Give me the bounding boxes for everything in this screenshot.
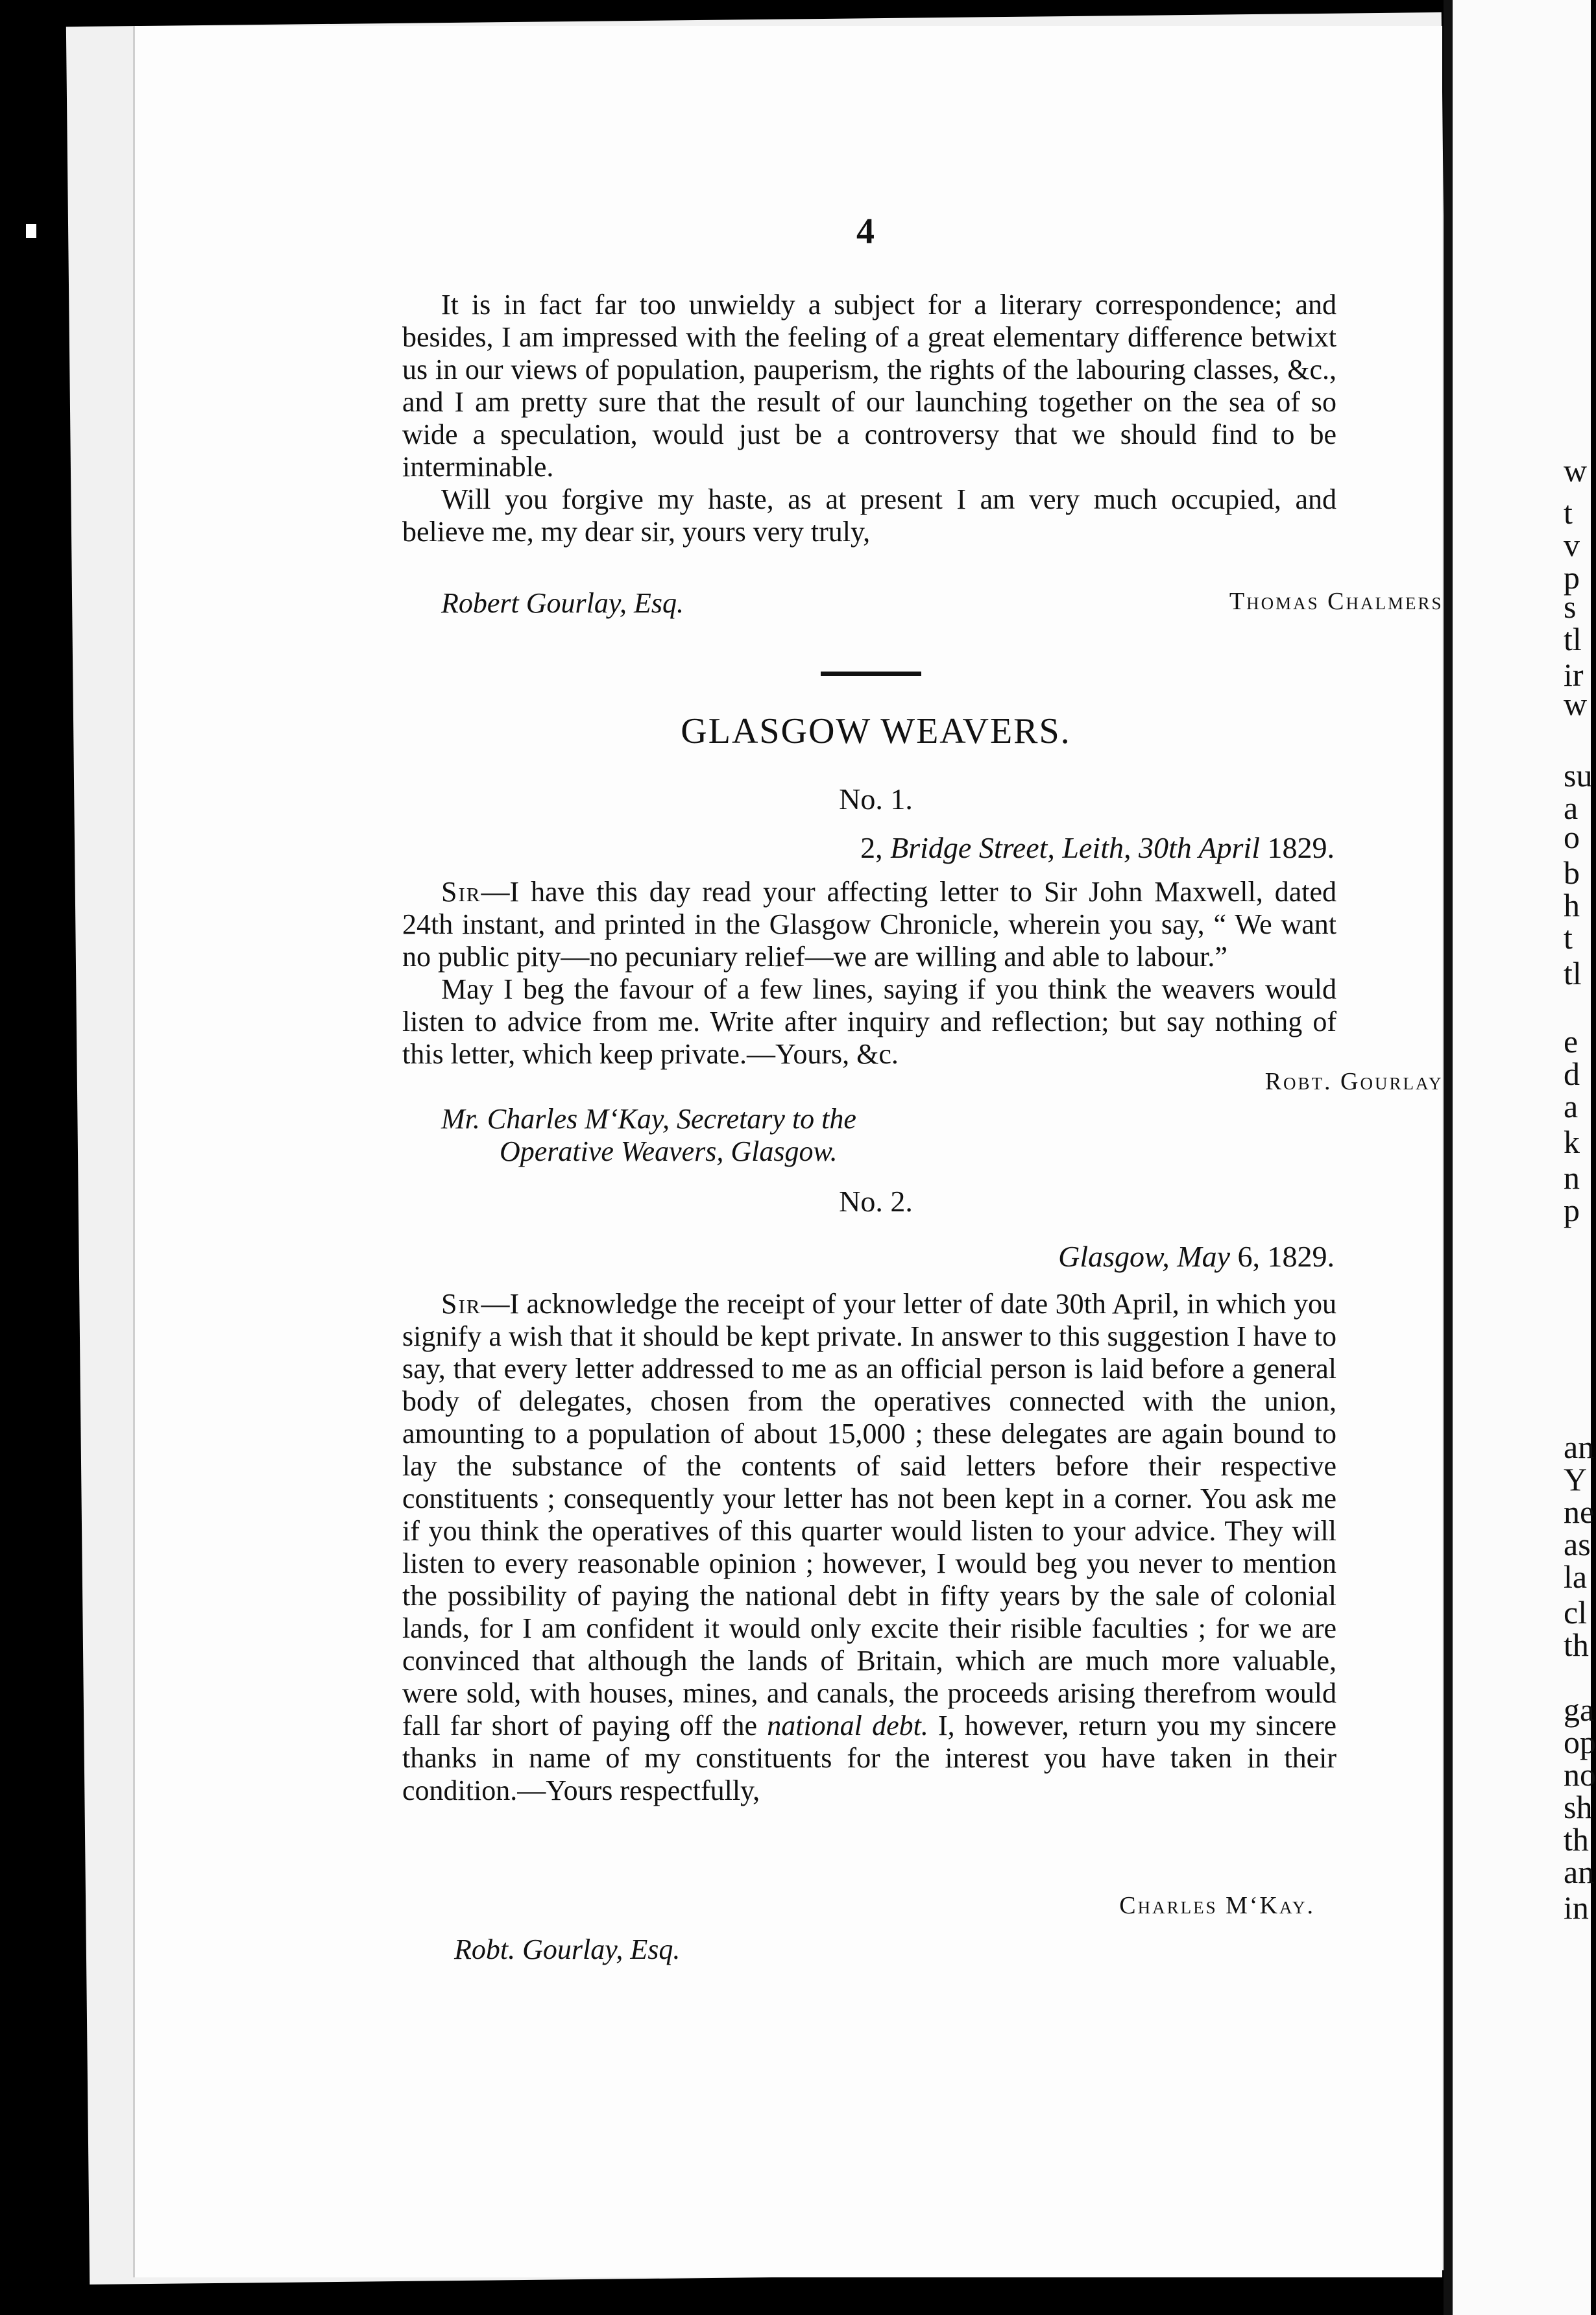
addressee-gourlay-1: Robert Gourlay, Esq. [441, 587, 684, 619]
dateline-year: 1829. [1267, 831, 1335, 864]
facing-page-fragment: w [1564, 686, 1588, 722]
letter-2-salutation: Sir [441, 1288, 481, 1320]
section-title: GLASGOW WEAVERS. [681, 711, 1071, 751]
letter-2-body-after: I, however, return you my sincere thanks in name of my constituents for the interest you have taken in their condition.—Yours respectfully, [402, 1710, 1337, 1806]
facing-page-fragment: an [1564, 1429, 1595, 1465]
opening-letter-text [402, 289, 1336, 548]
letter-2-number: No. 2. [839, 1185, 913, 1218]
signature-mckay: Charles M‘Kay. [1119, 1892, 1315, 1919]
letter-1-number: No. 1. [839, 782, 913, 816]
facing-page-fragment: n [1564, 1159, 1580, 1196]
facing-page-fragment: a [1564, 1088, 1578, 1124]
letter-1-paragraph-1 [402, 876, 1336, 973]
facing-page-fragment: cl [1564, 1594, 1588, 1630]
letter-1-body [402, 876, 1336, 1071]
page-gutter [1444, 0, 1453, 2315]
facing-page-fragment: tl [1564, 621, 1582, 657]
facing-page-fragment: ir [1564, 657, 1584, 693]
facing-page-fragment: t [1564, 919, 1573, 956]
scan-speck [26, 224, 36, 238]
section-divider [821, 672, 921, 676]
page-number: 4 [856, 212, 875, 252]
facing-page-fragment: ga [1564, 1691, 1595, 1728]
dateline-day: 30th April [1138, 831, 1268, 864]
facing-page-fragment: an [1564, 1854, 1595, 1890]
facing-page-fragment: Y [1564, 1461, 1588, 1497]
facing-page-fragment: th [1564, 1627, 1589, 1663]
facing-page-fragment: b [1564, 854, 1580, 891]
facing-page-fragment: tl [1564, 955, 1582, 991]
letter-1-addressee-line-1: Mr. Charles M‘Kay, Secretary to the [441, 1103, 856, 1135]
facing-page-fragment: a [1564, 790, 1578, 826]
letter-1-addressee-line-2: Operative Weavers, Glasgow. [500, 1135, 838, 1167]
facing-page-fragment: t [1564, 494, 1573, 531]
facing-page-fragment: th [1564, 1821, 1589, 1858]
facing-page-fragment: k [1564, 1124, 1580, 1160]
facing-page-fragment: sh [1564, 1789, 1593, 1825]
opening-paragraph-2: Will you forgive my haste, as at present I am very much occupied, and believe me, my dear sir, yours very truly, [402, 483, 1336, 548]
facing-page-fragment: d [1564, 1056, 1580, 1092]
facing-page-fragment: h [1564, 887, 1580, 923]
facing-page-fragment: p [1564, 559, 1580, 596]
facing-page-fragment: v [1564, 527, 1580, 563]
letter-1-dateline [860, 830, 1335, 865]
letter-1-body-1: —I have this day read your affecting letter to Sir John Maxwell, dated 24th instant, and printed in the Glasgow Chronicle, wherein you say, “ We want no public pity—no pecuniary relief—we are willing and able to labour.” [402, 876, 1336, 973]
letter-1-paragraph-2: May I beg the favour of a few lines, saying if you think the weavers would listen to advice from me. Write after inquiry and reflection; but say nothing of this letter, which keep private.—Yours, &c. [402, 973, 1336, 1070]
facing-page-fragment: ne [1564, 1494, 1595, 1530]
letter-2-body [402, 1288, 1336, 1807]
facing-page-fragment: s [1564, 588, 1577, 625]
letter-2-dateline [1058, 1239, 1335, 1274]
facing-page-fragment: la [1564, 1558, 1588, 1595]
letter-2-addressee: Robt. Gourlay, Esq. [454, 1933, 681, 1965]
letter-2-italic-phrase: national debt. [767, 1710, 928, 1741]
facing-page-fragment: no [1564, 1756, 1596, 1793]
signature-chalmers: Thomas Chalmers. [1229, 588, 1451, 615]
facing-page-fragment: p [1564, 1192, 1580, 1228]
facing-page-fragment: w [1564, 452, 1588, 489]
facing-page-fragment: op [1564, 1724, 1596, 1760]
dateline-prefix: 2, [860, 831, 891, 864]
letter-2-body-before: —I acknowledge the receipt of your letter of date 30th April, in which you signify a wish that it should be kept private. In answer to this suggestion I have to say, that every letter addressed to me as an official person is laid before a general body of delegates, chosen from the operatives connected with the union, amounting to a population of about 15,000 ; these delegates are again bound to lay the substance of the contents of said letters before their respective constituents ; consequently your letter has not been kept in a corner. You ask me if you think the operatives of this quarter would listen to your advice. They will listen to every reasonable opinion ; however, I would beg you never to mention the possibility of paying the national debt in fifty years by the sale of colonial lands, for I am confident it would only excite their risible faculties ; for we are convinced that although the lands of Britain, which are much more valuable, were sold, with houses, mines, and canals, the proceeds arising therefrom would fall far short of paying off the [402, 1288, 1336, 1741]
facing-page-fragment: e [1564, 1023, 1578, 1060]
letter-2-paragraph [402, 1288, 1336, 1807]
signature-gourlay: Robt. Gourlay. [1264, 1068, 1451, 1095]
facing-page-fragment: su [1564, 757, 1593, 794]
dateline-place: Bridge Street, Leith, [890, 831, 1139, 864]
facing-page-fragment: in [1564, 1889, 1589, 1926]
dateline-place-2: Glasgow, May [1058, 1240, 1238, 1273]
facing-page-fragment: o [1564, 819, 1580, 855]
letter-1-salutation: Sir [441, 876, 481, 908]
opening-paragraph-1: It is in fact far too unwieldy a subject for a literary correspondence; and besides, I am impressed with the feeling of a great elementary difference betwixt us in our views of population, pauperism, the rights of the labouring classes, &c., and I am pretty sure that the result of our launching together on the sea of so wide a speculation, would just be a controversy that we should find to be interminable. [402, 289, 1336, 483]
dateline-date-2: 6, 1829. [1237, 1240, 1335, 1273]
facing-page [1444, 0, 1596, 2315]
facing-page-fragment: as [1564, 1526, 1591, 1562]
